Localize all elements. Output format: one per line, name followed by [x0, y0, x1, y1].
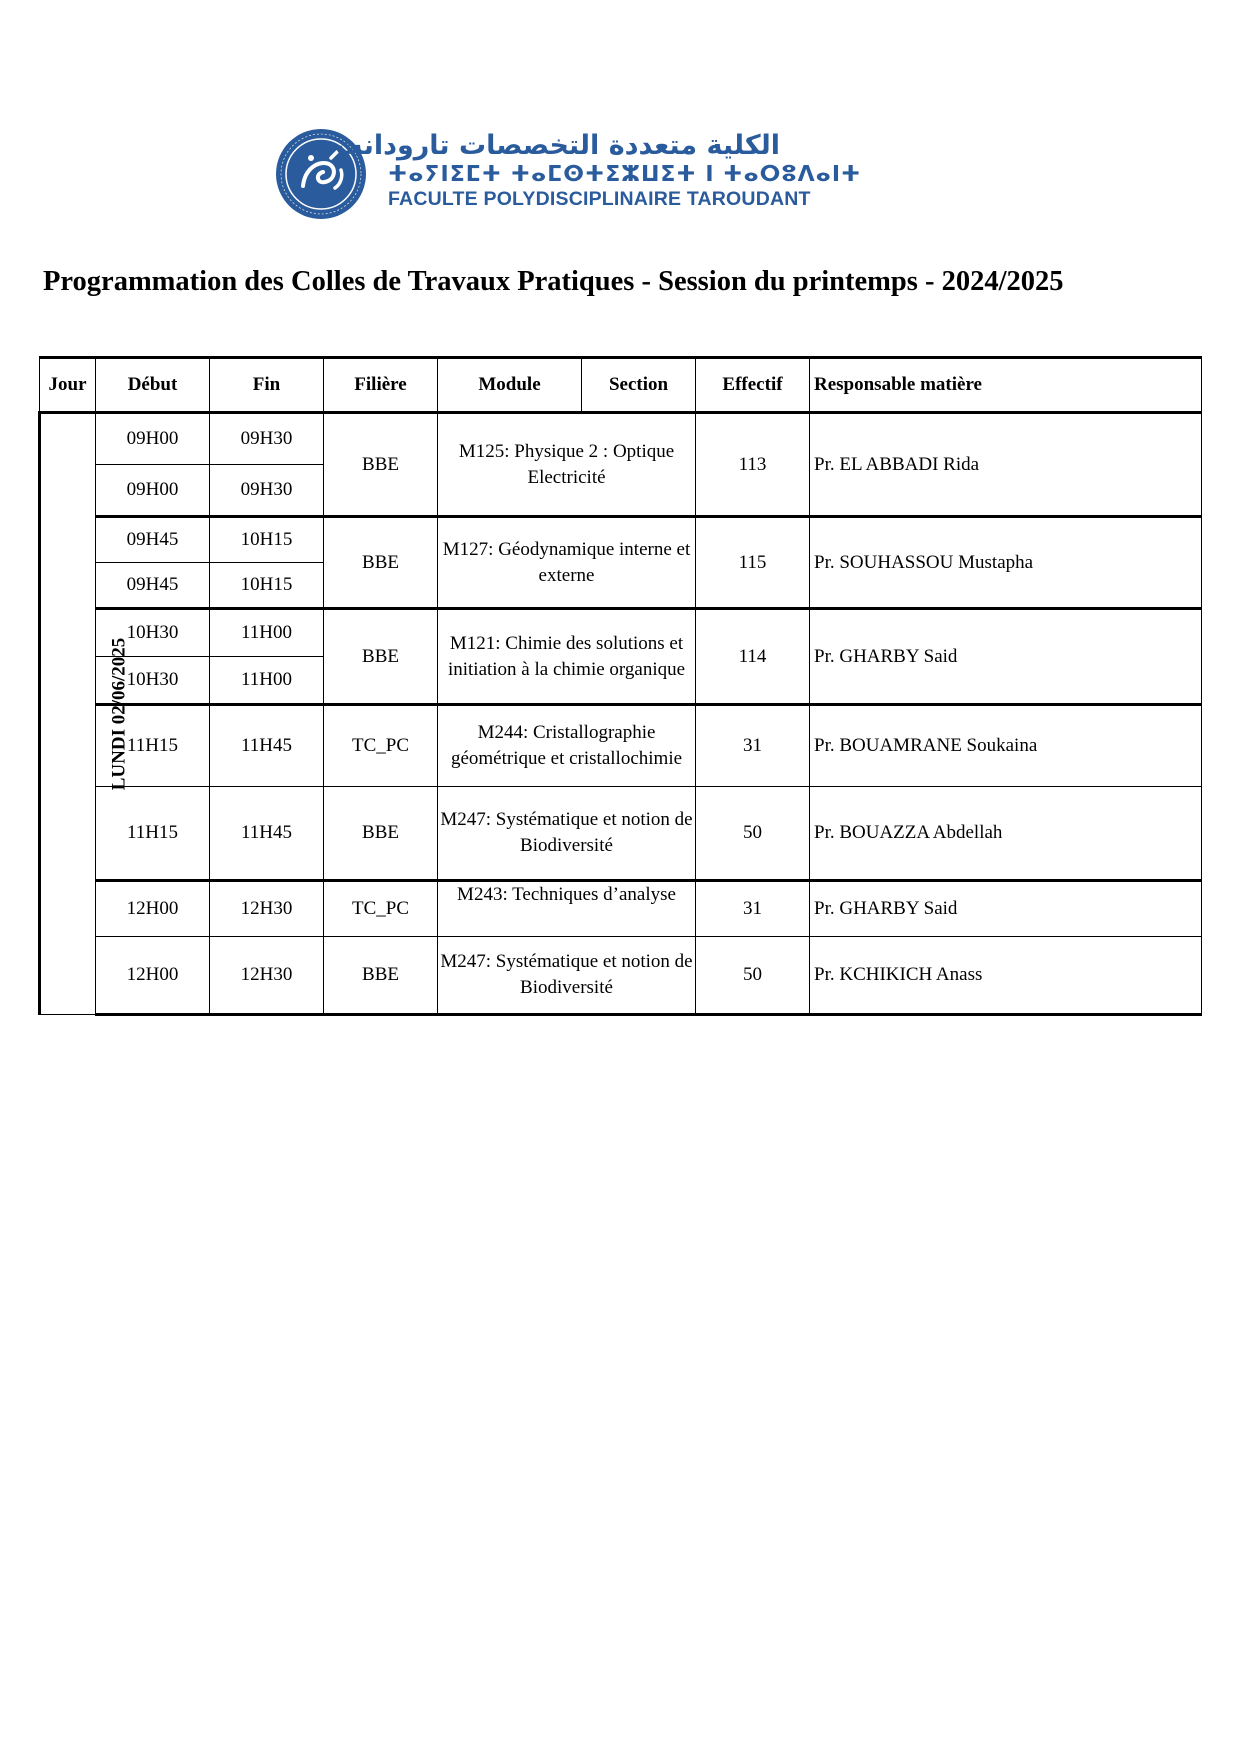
table-header-row	[40, 358, 1202, 413]
table-row	[40, 609, 1202, 657]
document-title: Programmation des Colles de Travaux Pratiques - Session du printemps - 2024/2025	[43, 266, 1064, 297]
end-time: 09H30	[210, 413, 324, 465]
header-responsable: Responsable matière	[810, 358, 1202, 413]
end-time: 11H00	[210, 609, 324, 657]
header-effectif: Effectif	[696, 358, 810, 413]
filiere-cell: BBE	[324, 517, 438, 609]
effectif-cell: 50	[696, 937, 810, 1015]
end-time: 11H45	[210, 705, 324, 787]
header-fin: Fin	[210, 358, 324, 413]
day-cell	[40, 413, 130, 1015]
start-time: 09H45	[96, 517, 210, 563]
effectif-cell: 115	[696, 517, 810, 609]
filiere-cell: TC_PC	[324, 881, 438, 937]
table-row	[40, 705, 1202, 787]
start-time: 11H15	[96, 705, 210, 787]
table-row	[40, 517, 1202, 563]
table-row	[40, 881, 1202, 937]
start-time: 09H45	[96, 563, 210, 609]
logo-arabic-name: الكلية متعددة التخصصات تارودانت	[335, 130, 780, 161]
logo-tifinagh-name: ⵜⴰⵢⵏⵉⵎⵜ ⵜⴰⵎⵙⵜⵉⵣⵡⵉⵜ ⵏ ⵜⴰⵔⵓⴷⴰⵏⵜ	[388, 162, 862, 187]
table-row	[40, 787, 1202, 881]
start-time: 10H30	[96, 657, 210, 705]
responsable-cell: Pr. BOUAZZA Abdellah	[810, 787, 1202, 881]
start-time: 12H00	[96, 881, 210, 937]
faculty-logo	[275, 126, 862, 218]
module-cell: M125: Physique 2 : Optique Electricité	[438, 413, 696, 517]
responsable-cell: Pr. EL ABBADI Rida	[810, 413, 1202, 517]
end-time: 11H00	[210, 657, 324, 705]
end-time: 11H45	[210, 787, 324, 881]
table-row	[40, 413, 1202, 465]
logo-french-name: FACULTE POLYDISCIPLINAIRE TAROUDANT	[388, 188, 811, 210]
schedule-table	[38, 356, 1202, 1016]
start-time: 11H15	[96, 787, 210, 881]
module-cell: M127: Géodynamique interne et externe	[438, 517, 696, 609]
end-time: 10H15	[210, 517, 324, 563]
header-section: Section	[582, 358, 696, 413]
header-jour: Jour	[40, 358, 96, 413]
day-label: LUNDI 02/06/2025	[108, 637, 130, 791]
end-time: 12H30	[210, 937, 324, 1015]
filiere-cell: BBE	[324, 937, 438, 1015]
responsable-cell: Pr. SOUHASSOU Mustapha	[810, 517, 1202, 609]
filiere-cell: BBE	[324, 609, 438, 705]
module-cell: M244: Cristallographie géométrique et cristallochimie	[438, 705, 696, 787]
module-cell: M247: Systématique et notion de Biodiversité	[438, 937, 696, 1015]
start-time: 09H00	[96, 465, 210, 517]
end-time: 09H30	[210, 465, 324, 517]
filiere-cell: BBE	[324, 413, 438, 517]
header-filiere: Filière	[324, 358, 438, 413]
logo-text	[335, 130, 862, 210]
end-time: 10H15	[210, 563, 324, 609]
effectif-cell: 50	[696, 787, 810, 881]
filiere-cell: BBE	[324, 787, 438, 881]
effectif-cell: 31	[696, 881, 810, 937]
effectif-cell: 31	[696, 705, 810, 787]
module-cell: M121: Chimie des solutions et initiation à la chimie organique	[438, 609, 696, 705]
header-module: Module	[438, 358, 582, 413]
start-time: 12H00	[96, 937, 210, 1015]
responsable-cell: Pr. BOUAMRANE Soukaina	[810, 705, 1202, 787]
module-cell: M243: Techniques d’analyse	[438, 881, 696, 937]
responsable-cell: Pr. GHARBY Said	[810, 609, 1202, 705]
start-time: 09H00	[96, 413, 210, 465]
header-debut: Début	[96, 358, 210, 413]
responsable-cell: Pr. GHARBY Said	[810, 881, 1202, 937]
table-row	[40, 937, 1202, 1015]
effectif-cell: 114	[696, 609, 810, 705]
module-cell: M247: Systématique et notion de Biodiversité	[438, 787, 696, 881]
responsable-cell: Pr. KCHIKICH Anass	[810, 937, 1202, 1015]
end-time: 12H30	[210, 881, 324, 937]
effectif-cell: 113	[696, 413, 810, 517]
filiere-cell: TC_PC	[324, 705, 438, 787]
start-time: 10H30	[96, 609, 210, 657]
